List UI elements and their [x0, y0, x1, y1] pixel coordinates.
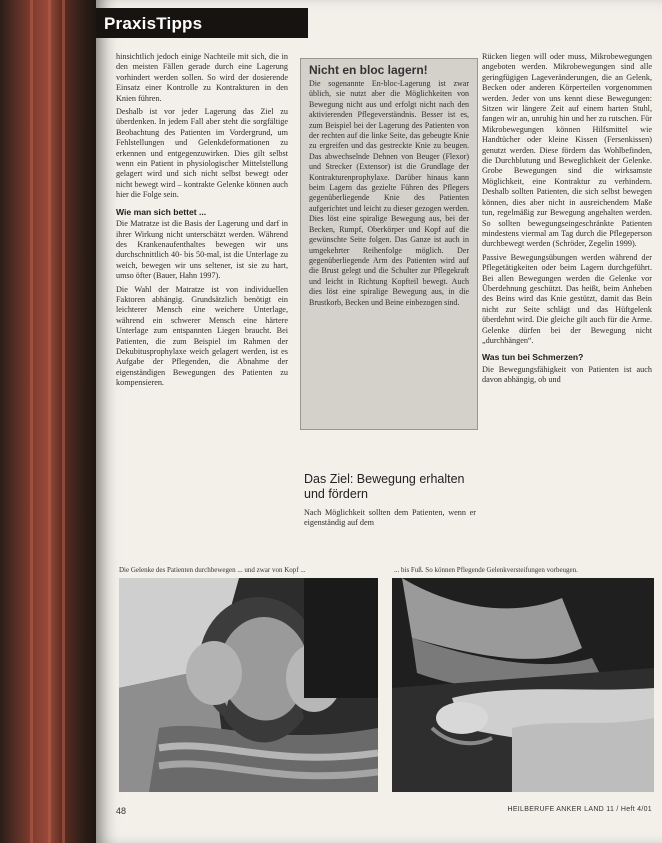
- photo-patient-foot: [392, 578, 654, 792]
- subheading: Wie man sich bettet ...: [116, 206, 207, 217]
- photo-patient-head-image: [119, 578, 378, 792]
- section-title: Das Ziel: Bewegung erhalten und fördern: [304, 472, 465, 501]
- column-right: [482, 52, 652, 389]
- paragraph: Die Wahl der Matratze ist von individuellen Faktoren abhängig. Grundsätzlich benötigt ein leichterer Mensch eine weichere Unterlage, während ein schwerer Mensch eine härtere Unterlage zum entspannten Liegen braucht. Bei Patienten, die zum Beispiel im Rahmen der Dekubitusprophylaxe weich gelagert werden, ist es Aufgabe der Pflegenden, die Abnahme der eigenständigen Bewegungen des Patienten zu kompensieren.: [116, 284, 288, 388]
- paragraph: Die sogenannte En-bloc-Lagerung ist zwar üblich, sie nutzt aber die Möglichkeiten von Bewegung nicht aus und erfolgt nicht nach den aktivierenden Pflegeverständnis. Besser ist es, zum Beispiel bei der Lagerung des Patienten von der rechten auf die linke Seite, das gebeugte Knie zu ergreifen und das gestreckte Knie zu beugen. Das abwechselnde Dehnen von Beuger (Flexor) und Strecker (Extensor) ist die Grundlage der Kontrakturenprophylaxe. Darüber hinaus kann beim Lagern das gezielte Führen des Pflegers gegenüberliegende Knie des Patienten aufgerichtet und leicht zu dieser gezogen werden. Dies löst eine spiralige Bewegung aus, bei der Becken, Rumpf, Oberkörper und Kopf auf die gewünschte Seite folgen. Das Ganze ist auch in umgekehrter Reihenfolge möglich. Der gegenüberliegende Arm des Patienten wird auf die Brust gelegt und die Schulter zur Pflegekraft und leicht in Richtung Kopfteil bewegt. Auch dies löst eine spiralige Bewegung aus, in die Brustkorb, Becken und Beine einbezogen sind.: [309, 79, 469, 307]
- info-box: [300, 58, 478, 430]
- paragraph: Passive Bewegungsübungen werden während der Pflegetätigkeiten oder beim Lagern durchgeführt. Bei allen Bewegungen werden die Gelenke vor Überdehnung geschützt. Das heißt, beim Anheben des Beins wird das Knie gestützt, damit das Bein nicht zur Seite schlägt und das Hüftgelenk überdehnt wird. Die gleiche gilt auch für die Arme. Gelenke dürfen bei der Bewegung nicht „durchhängen“.: [482, 252, 652, 345]
- column-left: [116, 52, 288, 392]
- photo-caption-left: Die Gelenke des Patienten durchbewegen ... und zwar von Kopf ...: [119, 566, 306, 574]
- section-header-title: PraxisTipps: [104, 14, 203, 33]
- book-binding: [0, 0, 96, 843]
- subheading: Was tun bei Schmerzen?: [482, 352, 584, 363]
- photo-patient-head: [119, 578, 378, 792]
- info-box-text: [309, 79, 469, 308]
- photo-caption-right: ... bis Fuß. So können Pflegende Gelenkversteifungen vorbeugen.: [394, 566, 578, 574]
- paragraph: Deshalb ist vor jeder Lagerung das Ziel zu überdenken. In jedem Fall aber steht die sorgfältige Beobachtung des Patienten im Vordergrund, um Fehlstellungen und Gelenkdeformationen zu erkennen und entgegenzuwirken. Dies gilt selbst wenn ein Patient in physiologischer Mittelstellung gelagert wird und sich nicht selbst bewegt oder nicht bewegt wird – kontrakte Gelenke können auch hier die Folge sein.: [116, 107, 288, 200]
- page-number: 48: [116, 806, 127, 816]
- journal-footer: HEILBERUFE ANKER LAND 11 / Heft 4/01: [507, 806, 652, 813]
- paragraph: Die Bewegungsfähigkeit von Patienten ist auch davon abhängig, ob und: [482, 364, 652, 385]
- info-box-title: Nicht en bloc lagern!: [309, 63, 428, 77]
- paragraph: Rücken liegen will oder muss, Mikrobewegungen angeboten werden. Mikrobewegungen sind alle geringfügigen Lageveränderungen, die an Gelenk, Becken oder anderen Körperteilen vorgenommen werden. Jeder von uns kennt diese Bewegungen: Sitzen wir längere Zeit auf einem harten Stuhl, fangen wir an, unruhig hin und her zu rutschen. Für Mikrobewegungen können Hilfsmittel wie Handtücher oder kleine Kissen (Fersenkissen) genutzt werden. Diese fördern das Wohlbefinden, die Durchblutung und Beweglichkeit der Gelenke. Grobe Bewegungen sind die wirksamste Möglichkeit, eine Kontraktur zu verhindern. Deshalb sollten Patienten, die sich selbst bewegen können, dies aber nicht in ausreichendem Maße tun, regelmäßig zur Bewegung angehalten werden. So sollten bewegungseingeschränkte Patienten mindestens viermal am Tag durch die Pflegeperson durchbewegt werden (Schröder, Zegelin 1999).: [482, 52, 652, 249]
- magazine-page: [96, 0, 662, 843]
- photo-patient-foot-image: [392, 578, 654, 792]
- paragraph: hinsichtlich jedoch einige Nachteile mit sich, die in den meisten Fällen gerade durch eine Lagerung vorhindert werden sollen. So wird der dosierende Einsatz einer Kontrolle zu Kontrakturen in den Knien führen.: [116, 52, 288, 103]
- section-body: Nach Möglichkeit sollten dem Patienten, wenn er eigenständig auf dem: [304, 508, 476, 528]
- paragraph: Die Matratze ist die Basis der Lagerung und darf in ihrer Wirkung nicht unterschätzt werden. Während des Krankenaufenthaltes bewegen wir uns durchschnittlich 40- bis 50-mal, ist die Unterlage zu weich, bewegen wir uns seltener, ist sie zu hart, umso öfter (Bauer, Hahn 1997).: [116, 219, 288, 281]
